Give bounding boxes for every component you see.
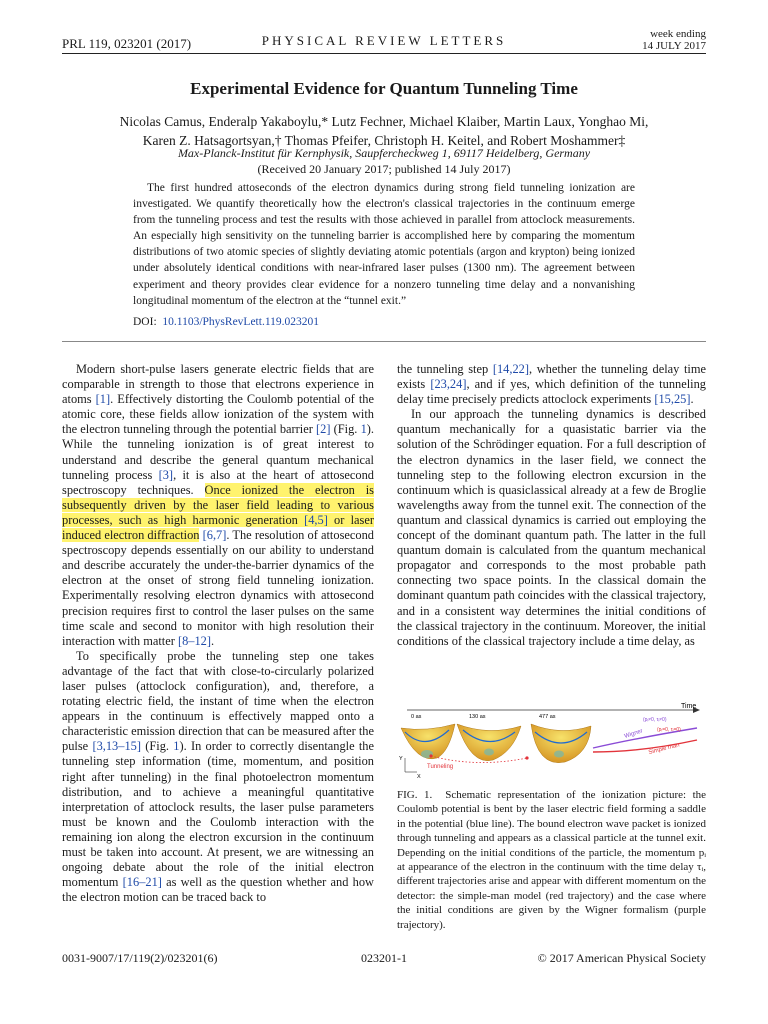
- journal-name: PHYSICAL REVIEW LETTERS: [261, 33, 507, 48]
- received-dates: (Received 20 January 2017; published 14 July 2017): [257, 162, 511, 176]
- time-label: Time: [681, 703, 697, 710]
- ref-link[interactable]: [15,25]: [654, 392, 691, 407]
- right-column: [397, 362, 706, 649]
- paragraph-approach: In our approach the tunneling dynamics is described quantum mechanically for a quasistatic barrier via the solution of the Schrödinger equation. For a full description of the electron dynamics in the laser field, we connect the tunneling step to the following electron excursion in the continuum which is quasiclassical already at a few de Broglie wavelengths away from the tunnel exit. The connection of the quantum and classical dynamics is carried out employing the concept of the dominant quantum path. The latter in the full quantum domain is calculated from the quantum mechanical propagator and corresponds to the most probable path connecting two space points. In the classical domain the dominant quantum path coincides with the classical trajectory, and in a consistent way determines the initial conditions of the classical trajectory in the continuum. Moreover, the initial conditions of the classical trajectory include a time delay, as: [397, 407, 706, 648]
- week-ending-date: 14 JULY 2017: [642, 40, 706, 52]
- header-rule: [62, 53, 706, 54]
- ref-link[interactable]: [3]: [158, 467, 174, 482]
- wigner-label: Wigner: [623, 728, 644, 740]
- ref-link[interactable]: [2]: [316, 422, 331, 437]
- paragraph-continued: the tunneling step [14,22], whether the tunneling delay time exists [23,24], and if yes, which definition of the tunneling delay time precisely predicts attoclock experiments [15,25].: [397, 362, 706, 407]
- ref-link[interactable]: [4,5]: [304, 512, 328, 527]
- figure-1-graphic: [397, 702, 706, 780]
- tick-0as: 0 as: [411, 714, 422, 720]
- ref-link[interactable]: [23,24]: [430, 377, 467, 392]
- copyright: © 2017 American Physical Society: [537, 951, 706, 965]
- paragraph-intro: Modern short-pulse lasers generate electric fields that are comparable in strength to those that electrons experience in atoms [1]. Effectively distorting the Coulomb potential of the atomic core, these fields allow ionization of the system with the electron tunneling through the potential barrier [2] (Fig. 1). While the tunneling ionization is of great interest to understand and describe the general quantum mechanical tunneling process [3], it is also at the heart of attosecond spectroscopy techniques. Once ionized the electron is subsequently driven by the laser field leading to various processes, such as high harmonic generation [4,5] or laser induced electron diffraction [6,7]. The resolution of attosecond spectroscopy depends essentially on our ability to understand and describe accurately the under-the-barrier dynamics of the electron at the onset of strong field tunneling ionization. Experimentally resolving electron dynamics with attosecond precision requires first to control the laser pulses on the same time scale and second to monitor with high resolution their interaction with matter [8–12].: [62, 362, 374, 648]
- simple-man-conditions: (pᵢ=0, τᵢ=0): [657, 727, 681, 733]
- figure-1-caption: [397, 788, 706, 932]
- simple-man-trajectory: [593, 740, 697, 752]
- potential-surface-130as: [457, 724, 521, 761]
- author-list: [90, 112, 678, 150]
- article-title: Experimental Evidence for Quantum Tunneling Time: [190, 79, 578, 98]
- figure-link[interactable]: 1: [173, 739, 180, 754]
- figure-1: [397, 702, 706, 780]
- figure-link[interactable]: 1: [360, 422, 367, 437]
- page-number: 023201-1: [361, 951, 407, 965]
- tick-477as: 477 as: [539, 714, 556, 720]
- tunneling-label: Tunneling: [427, 764, 454, 770]
- x-axis-label: X: [417, 774, 421, 780]
- week-ending: [642, 28, 706, 52]
- week-ending-label: week ending: [650, 28, 706, 40]
- potential-surface-477as: [531, 724, 591, 763]
- highlighted-text[interactable]: Once ionized the electron is subsequently driven by the laser field leading to various processes, such as high harmonic generation [4,5] or laser induced electron diffraction: [62, 482, 374, 543]
- potential-surface-0as: [401, 724, 455, 759]
- simple-man-label: Simple man: [648, 742, 681, 756]
- electron-dot: [429, 754, 432, 757]
- journal-reference: PRL 119, 023201 (2017): [62, 36, 192, 51]
- footer-code: 0031-9007/17/119(2)/023201(6): [62, 951, 218, 965]
- abstract-divider: [62, 341, 706, 342]
- y-axis-label: Y: [399, 756, 403, 762]
- ref-link[interactable]: [3,13–15]: [92, 739, 141, 754]
- ref-link[interactable]: [6,7]: [202, 528, 227, 543]
- doi-label: DOI:: [133, 316, 157, 328]
- wigner-conditions: (pᵢ≠0, τᵢ≠0): [643, 717, 667, 723]
- paragraph-attoclock: To specifically probe the tunneling step one takes advantage of the fact that with close-to-circularly polarized laser pulses (attoclock configuration), and, therefore, a rotating electric field, the instant of time when the electron appears in the continuum is effectively mapped onto a characteristic emission direction that can be measured after the pulse [3,13–15] (Fig. 1). In order to correctly disentangle the tunneling step information (time, momentum, and position right after tunneling) in the final photoelectron momentum distribution, and to achieve a meaningful quantitative interpretation of attoclock results, the laser pulse parameters must be known and the Coulomb interaction with the remaining ion along the electron excursion in the continuum must be taken into account. At present, we are witnessing an ongoing debate about the role of the initial electron momentum [16–21] as well as the question whether and how the electron motion can be traced back to: [62, 648, 374, 905]
- doi-link[interactable]: 10.1103/PhysRevLett.119.023201: [162, 316, 320, 328]
- authors-line-2[interactable]: Karen Z. Hatsagortsyan,† Thomas Pfeifer, Christoph H. Keitel, and Robert Moshammer‡: [142, 133, 626, 148]
- ref-link[interactable]: [14,22]: [492, 362, 529, 376]
- affiliation: Max-Planck-Institut für Kernphysik, Saupfercheckweg 1, 69117 Heidelberg, Germany: [177, 146, 591, 160]
- ref-link[interactable]: [16–21]: [122, 875, 162, 890]
- doi: [133, 316, 319, 328]
- ref-link[interactable]: [8–12]: [177, 633, 211, 648]
- caption-label: FIG. 1.: [397, 789, 433, 801]
- wigner-trajectory: [593, 728, 697, 748]
- electron-dot: [525, 756, 528, 759]
- authors-line-1[interactable]: Nicolas Camus, Enderalp Yakaboylu,* Lutz Fechner, Michael Klaiber, Martin Laux, Yonghao Mi,: [119, 114, 649, 129]
- left-column: [62, 362, 374, 905]
- abstract: The first hundred attoseconds of the electron dynamics during strong field tunneling ionization are investigated. We quantify theoretically how the electron's classical trajectories in the continuum emerge from the tunneling process and test the results with those achieved in parallel from attoclock measurements. An especially high sensitivity on the tunneling barrier is accomplished here by comparing the momentum distributions of two atomic species of slightly deviating atomic potentials (argon and krypton) being ionized under absolutely identical conditions with near-infrared laser pulses (1300 nm). The agreement between experiment and theory provides clear evidence for a nonzero tunneling time delay and a nonvanishing longitudinal momentum of the electron at the “tunnel exit.”: [133, 182, 635, 307]
- ref-link[interactable]: [1]: [95, 392, 111, 407]
- caption-text: Schematic representation of the ionization picture: the Coulomb potential is bent by the laser electric field forming a saddle in the potential (blue line). The bound electron wave packet is ionized through tunneling and appears as a classical particle at the tunnel exit. Depending on the initial conditions of the particle, the momentum pᵢ at appearance of the electron in the continuum with the time delay τᵢ, different trajectories arise and appear with different momentum on the detector: the simple-man model (red trajectory) and the case where the initial conditions are given by the Wigner formalism (purple trajectory).: [397, 789, 707, 931]
- tick-130as: 130 as: [469, 714, 486, 720]
